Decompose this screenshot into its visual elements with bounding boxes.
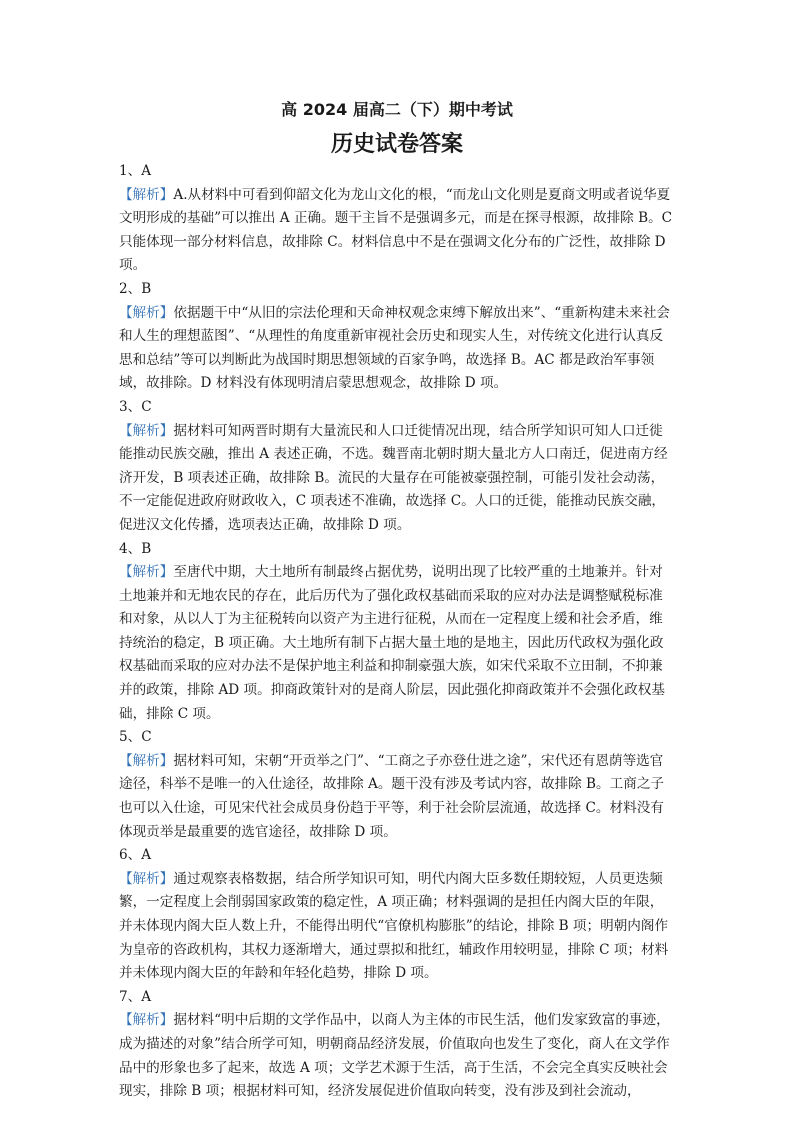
analysis-tag: 【解析】	[119, 564, 174, 581]
question-number: 7、A	[119, 988, 152, 1005]
answer-item	[119, 726, 676, 844]
analysis-paragraph	[119, 561, 676, 726]
answer-item	[119, 986, 676, 1104]
answer-item	[119, 396, 676, 538]
analysis-paragraph	[119, 868, 676, 986]
analysis-text: 据材料可知两晋时期有大量流民和人口迁徙情况出现，结合所学知识可知人口迁徙能推动民族交融，推出 A 表述正确，不选。魏晋南北朝时期大量北方人口南迁，促进南方经济开发，B 项表述正确，故排除 B。流民的大量存在可能被豪强控制，可能引发社会动荡，不一定能促进政府财政收入，C 项表述不准确，故选择 C。人口的迁徙，能推动民族交融，促进汉文化传播，选项表达正确，故排除 D 项。	[119, 422, 668, 533]
analysis-paragraph	[119, 420, 676, 538]
analysis-text: 据材料可知，宋朝“开贡举之门”、“工商之子亦登仕进之途”，宋代还有恩荫等选官途径，科举不是唯一的入仕途径，故排除 A。题干没有涉及考试内容，故排除 B。工商之子也可以入仕途，可见宋代社会成员身份趋于平等，利于社会阶层流通，故选择 C。材料没有体现贡举是最重要的选官途径，故排除 D 项。	[119, 752, 665, 840]
answer-item	[119, 538, 676, 727]
analysis-paragraph	[119, 750, 676, 844]
analysis-tag: 【解析】	[119, 752, 174, 769]
answer-list	[119, 160, 676, 1104]
question-number: 6、A	[119, 847, 152, 864]
analysis-tag: 【解析】	[119, 186, 174, 203]
analysis-tag: 【解析】	[119, 304, 174, 321]
analysis-text: 依据题干中“从旧的宗法伦理和天命神权观念束缚下解放出来”、“重新构建未来社会和人生的理想蓝图”、“从理性的角度重新审视社会历史和现实人生，对传统文化进行认真反思和总结”等可以判断此为战国时期思想领域的百家争鸣，故选择 B。AC 都是政治军事领域，故排除。D 材料没有体现明清启蒙思想观念，故排除 D 项。	[119, 304, 671, 392]
analysis-paragraph	[119, 302, 676, 396]
question-number: 1、A	[119, 163, 152, 179]
answer-item	[119, 160, 676, 278]
exam-title: 高 2024 届高二（下）期中考试	[281, 100, 513, 119]
answer-item	[119, 844, 676, 986]
answer-item	[119, 278, 676, 396]
analysis-tag: 【解析】	[119, 422, 174, 439]
question-number: 2、B	[119, 280, 152, 297]
analysis-text: 通过观察表格数据，结合所学知识可知，明代内阁大臣多数任期较短，人员更迭频繁，一定程度上会削弱国家政策的稳定性，A 项正确；材料强调的是担任内阁大臣的年限，并未体现内阁大臣人数上升，不能得出明代“官僚机构膨胀”的结论，排除 B 项；明朝内阁作为皇帝的咨政机构，其权力逐渐增大，通过票拟和批红，辅政作用较明显，排除 C 项；材料并未体现内阁大臣的年龄和年轻化趋势，排除 D 项。	[119, 870, 669, 982]
analysis-text: 至唐代中期，大土地所有制最终占据优势，说明出现了比较严重的土地兼并。针对土地兼并和无地农民的存在，此后历代为了强化政权基础而采取的应对办法是调整赋税标准和对象，从以人丁为主征税转向以资产为主进行征税，从而在一定程度上缓和社会矛盾，维持统治的稳定，B 项正确。大土地所有制下占据大量土地的是地主，因此历代政权为强化政权基础而采取的应对办法不是保护地主利益和抑制豪强大族，如宋代采取不立田制，不抑兼并的政策，排除 AD 项。抑商政策针对的是商人阶层，因此强化抑商政策并不会强化政权基础，排除 C 项。	[119, 564, 665, 722]
question-number: 5、C	[119, 729, 152, 746]
question-number: 4、B	[119, 540, 152, 557]
analysis-paragraph	[119, 184, 676, 278]
analysis-tag: 【解析】	[119, 870, 174, 887]
document-title: 历史试卷答案	[330, 132, 463, 157]
analysis-text: A.从材料中可看到仰韶文化为龙山文化的根，“而龙山文化则是夏商文明或者说华夏文明形成的基础”可以推出 A 正确。题干主旨不是强调多元，而是在探寻根源，故排除 B。C 只能体现一部分材料信息，故排除 C。材料信息中不是在强调文化分布的广泛性，故排除 D 项。	[119, 186, 673, 274]
analysis-tag: 【解析】	[119, 1012, 174, 1029]
analysis-paragraph	[119, 1009, 676, 1103]
analysis-text: 据材料“明中后期的文学作品中，以商人为主体的市民生活，他们发家致富的事迹，成为描述的对象”结合所学可知，明朝商品经济发展，价值取向也发生了变化，商人在文学作品中的形象也多了起来，故选 A 项；文学艺术源于生活，高于生活，不会完全真实反映社会现实，排除 B 项；根据材料可知，经济发展促进价值取向转变，没有涉及到社会流动，	[119, 1012, 670, 1100]
question-number: 3、C	[119, 398, 152, 415]
